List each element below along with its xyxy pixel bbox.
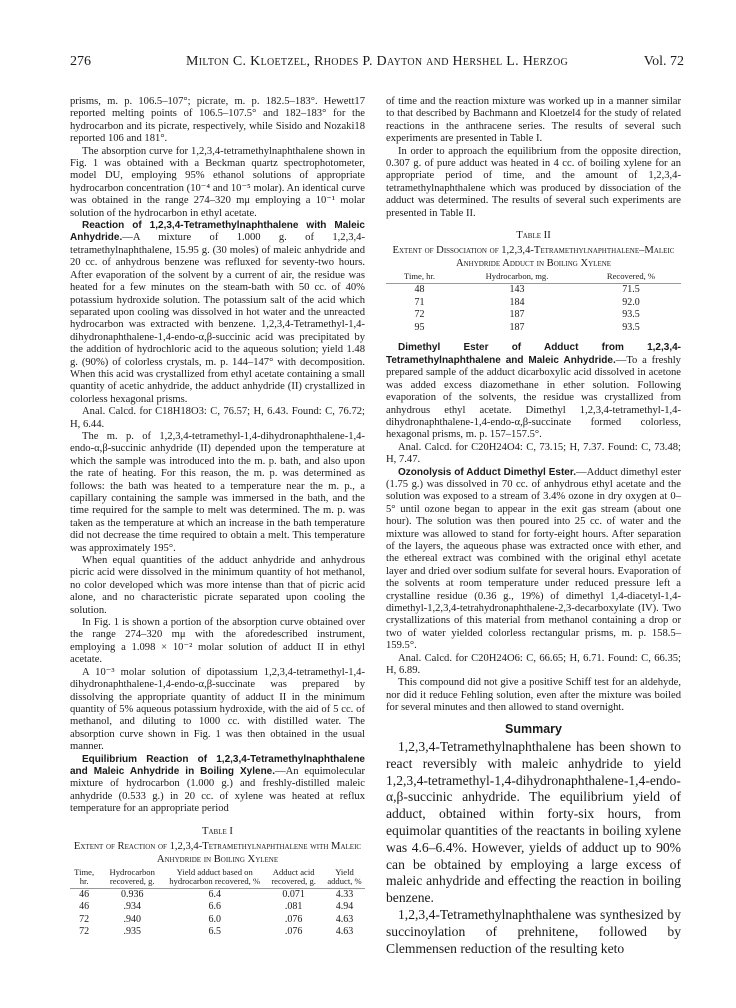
summary-paragraph: 1,2,3,4-Tetramethylnaphthalene was synthesized by succinoylation of prehnitene, followed by Clemmensen reduction of the resulting keto (386, 907, 681, 956)
paragraph: prisms, m. p. 106.5–107°; picrate, m. p. 182.5–183°. Hewett17 reported melting points of 106.5–107.5° and 182–183° for the hydrocarbon and its picrate, respectively, while Sisido and Nozaki18 reported 106 and 181°. (70, 96, 365, 145)
summary-heading: Summary (505, 721, 562, 736)
analysis-line: Anal. Calcd. for C20H24O6: C, 66.65; H, 6.71. Found: C, 66.35; H, 6.89. (386, 652, 681, 677)
table-row: 72 .935 6.5 .076 4.63 (79, 926, 354, 938)
section-heading: Ozonolysis of Adduct Dimethyl Ester. (398, 466, 576, 478)
left-column (70, 96, 365, 939)
column-header: Recovered, % (581, 272, 681, 284)
column-header: Yield adduct based on hydrocarbon recovered, % (166, 868, 263, 889)
column-header: Time, hr. (386, 272, 453, 284)
section-heading: Dimethyl Ester of Adduct from 1,2,3,4-Tetramethylnaphthalene and Maleic Anhydride. (386, 342, 681, 366)
table-row: 46 0.936 6.4 0.071 4.33 (79, 888, 354, 900)
running-title: Milton C. Kloetzel, Rhodes P. Dayton and Hershel L. Herzog (185, 54, 569, 69)
table-2 (386, 272, 681, 334)
column-header: Hydrocarbon recovered, g. (98, 868, 166, 889)
summary-paragraph: 1,2,3,4-Tetramethylnaphthalene has been shown to react reversibly with maleic anhydride to yield 1,2,3,4-tetramethyl-1,4-dihydronaphthalene-1,4-endo-α,β-succinic anhydride. The equilibrium yield of adduct, obtained within forty-six hours, from equimolar quantities of the reactants in boiling xylene was 4.6–6.4%. However, yields of adduct up to 90% can be obtained by employing a large excess of maleic anhydride and effecting the reaction in boiling benzene. (386, 739, 681, 906)
table-row: 48 143 71.5 (414, 284, 640, 296)
section-heading: Equilibrium Reaction of 1,2,3,4-Tetramethylnaphthalene and Maleic Anhydride in Boiling Xylene. (70, 753, 365, 777)
right-column (386, 96, 681, 957)
table-title: Extent of Dissociation of 1,2,3,4-Tetramethylnaphthalene–Maleic Anhydride Adduct in Boiling Xylene (392, 245, 675, 270)
table-caption: Table II (516, 230, 551, 242)
column-header: Adduct acid recovered, g. (263, 868, 324, 889)
column-header: Hydrocarbon, mg. (453, 272, 581, 284)
section-heading: Reaction of 1,2,3,4-Tetramethylnaphthalene with Maleic Anhydride. (70, 220, 365, 244)
table-caption: Table I (202, 825, 233, 837)
paragraph: Equilibrium Reaction of 1,2,3,4-Tetramethylnaphthalene and Maleic Anhydride in Boiling Xylene.—An equimolecular mixture of hydrocarbon (1.000 g.) and freshly-distilled maleic anhydride (0.533 g.) in 20 cc. of xylene was heated at reflux temperature for an appropriate period (70, 753, 365, 815)
paragraph: The m. p. of 1,2,3,4-tetramethyl-1,4-dihydronaphthalene-1,4-endo-α,β-succinic anhydride (II) depended upon the temperature at which the sample was introduced into the m. p. bath, and also upon the rate of heating. For this reason, the m. p. was determined as follows: the bath was heated to a temperature near the m. p., a capillary containing the sample was immersed in the bath, and the time required for the sample to melt was determined. The m. p. was taken as the temperature at which an increase in the bath temperature did not decrease the time required to obtain a melt. This temperature was approximately 195°. (70, 430, 365, 554)
page-header (70, 54, 684, 76)
table-title: Extent of Reaction of 1,2,3,4-Tetramethylnaphthalene with Maleic Anhydride in Boiling Xylene (73, 840, 362, 865)
analysis-line: Anal. Calcd. for C20H24O4: C, 73.15; H, 7.37. Found: C, 73.48; H, 7.47. (386, 441, 681, 466)
analysis-line: Anal. Calcd. for C18H18O3: C, 76.57; H, 6.43. Found: C, 76.72; H, 6.44. (70, 406, 365, 430)
page-number: 276 (70, 54, 91, 69)
table-row: 95 187 93.5 (414, 321, 640, 333)
table-row: 72 187 93.5 (414, 309, 640, 321)
paragraph: of time and the reaction mixture was worked up in a manner similar to that described by Bachmann and Kloetzel4 for the study of related reactions in the anthracene series. The results of several such experiments are presented in Table I. (386, 96, 681, 145)
paragraph: When equal quantities of the adduct anhydride and anhydrous picric acid were dissolved in the minimum quantity of hot methanol, no color developed which was more intense than that of picric acid alone, and no characteristic picrate separated upon cooling the solution. (70, 555, 365, 616)
table-row: 71 184 92.0 (414, 296, 640, 308)
table-row: 72 .940 6.0 .076 4.63 (79, 913, 354, 925)
paragraph: Ozonolysis of Adduct Dimethyl Ester.—Adduct dimethyl ester (1.75 g.) was dissolved in 70 cc. of anhydrous ethyl acetate and the solution was exposed to a stream of 3.4% ozone in dry oxygen at 0–5° until ozone began to appear in the exit gas stream (about one hour). The solution was then poured into 25 cc. of water and the mixture was allowed to stand for forty-eight hours. After separation of the layers, the aqueous phase was extracted once with ether, and the ethereal extract was combined with the original ethyl acetate layer and dried over sodium sulfate for several hours. Evaporation of the solvents at room temperature under reduced pressure left a crystalline residue (0.36 g., 19%) of dimethyl 1,4-diacetyl-1,4-dimethyl-1,2,3,4-tetrahydronaphthalene-2,3-decarboxylate (IV). Two crystallizations of this material from methanol containing a drop or two of water yielded colorless rectangular prisms, m. p. 158.5–159.5°. (386, 466, 681, 652)
column-header: Time, hr. (70, 868, 98, 889)
paragraph: In order to approach the equilibrium from the opposite direction, 0.307 g. of pure adduct was heated in 4 cc. of boiling xylene for an appropriate period of time, and the amount of 1,2,3,4-tetramethylnaphthalene which was produced by dissociation of the adduct was determined. The results of several such experiments are presented in Table II. (386, 145, 681, 219)
table-row: 46 .934 6.6 .081 4.94 (79, 901, 354, 913)
paragraph: The absorption curve for 1,2,3,4-tetramethylnaphthalene shown in Fig. 1 was obtained with a Beckman quartz spectrophotometer, model DU, employing 95% ethanol solutions of appropriate hydrocarbon concentration (10⁻⁴ and 10⁻⁵ molar). An identical curve was obtained in the range 274–320 mμ employing a 10⁻¹ molar solution of the hydrocarbon in ethyl acetate. (70, 145, 365, 219)
paragraph: Reaction of 1,2,3,4-Tetramethylnaphthalene with Maleic Anhydride.—A mixture of 1.000 g. of 1,2,3,4-tetramethylnaphthalene, 15.95 g. (30 moles) of maleic anhydride and 20 cc. of anhydrous benzene was refluxed for seventy-two hours. After evaporation of the solvent by a current of air, the residue was heated for a few minutes on the steam-bath with 50 cc. of 40% potassium hydroxide solution. The potassium salt of the acid which separated upon cooling was dissolved in hot water and the unreacted hydrocarbon was extracted with benzene. 1,2,3,4-Tetramethyl-1,4-dihydronaphthalene-1,4-endo-α,β-succinic acid was precipitated by the addition of hydrochloric acid to the aqueous solution; yield 1.48 g. (90%) of colorless crystals, m. p. 144–147° with decomposition. When this acid was crystallized from ethyl acetate containing a small quantity of acetic anhydride, the adduct anhydride (II) crystallized in colorless hexagonal prisms. (70, 220, 365, 405)
paragraph: In Fig. 1 is shown a portion of the absorption curve obtained over the range 274–320 mμ with the aforedescribed instrument, employing a 1.098 × 10⁻² molar solution of adduct II in ethyl acetate. (70, 617, 365, 666)
paragraph: Dimethyl Ester of Adduct from 1,2,3,4-Tetramethylnaphthalene and Maleic Anhydride.—To a freshly prepared sample of the adduct dicarboxylic acid dissolved in acetone was added excess diazomethane in ether solution. Following evaporation of the solvents, the residue was crystallized from anhydrous ethyl acetate. Dimethyl 1,2,3,4-tetramethyl-1,4-dihydronaphthalene-1,4-endo-α,β-succinate formed colorless, hexagonal prisms, m. p. 157–157.5°. (386, 342, 681, 441)
volume-label: Vol. 72 (643, 54, 684, 69)
paragraph: A 10⁻³ molar solution of dipotassium 1,2,3,4-tetramethyl-1,4-dihydronaphthalene-1,4-endo-α,β-succinate was prepared by dissolving the appropriate quantity of adduct II in the minimum quantity of 5% aqueous potassium hydroxide, with the aid of 5 cc. of methanol, and diluting to 1000 cc. with distilled water. The absorption curve shown in Fig. 1 was then obtained in the usual manner. (70, 666, 365, 753)
paragraph: This compound did not give a positive Schiff test for an aldehyde, nor did it reduce Fehling solution, even after the mixture was boiled for several minutes and then allowed to stand overnight. (386, 677, 681, 714)
column-header: Yield adduct, % (324, 868, 365, 889)
table-1 (70, 868, 365, 939)
